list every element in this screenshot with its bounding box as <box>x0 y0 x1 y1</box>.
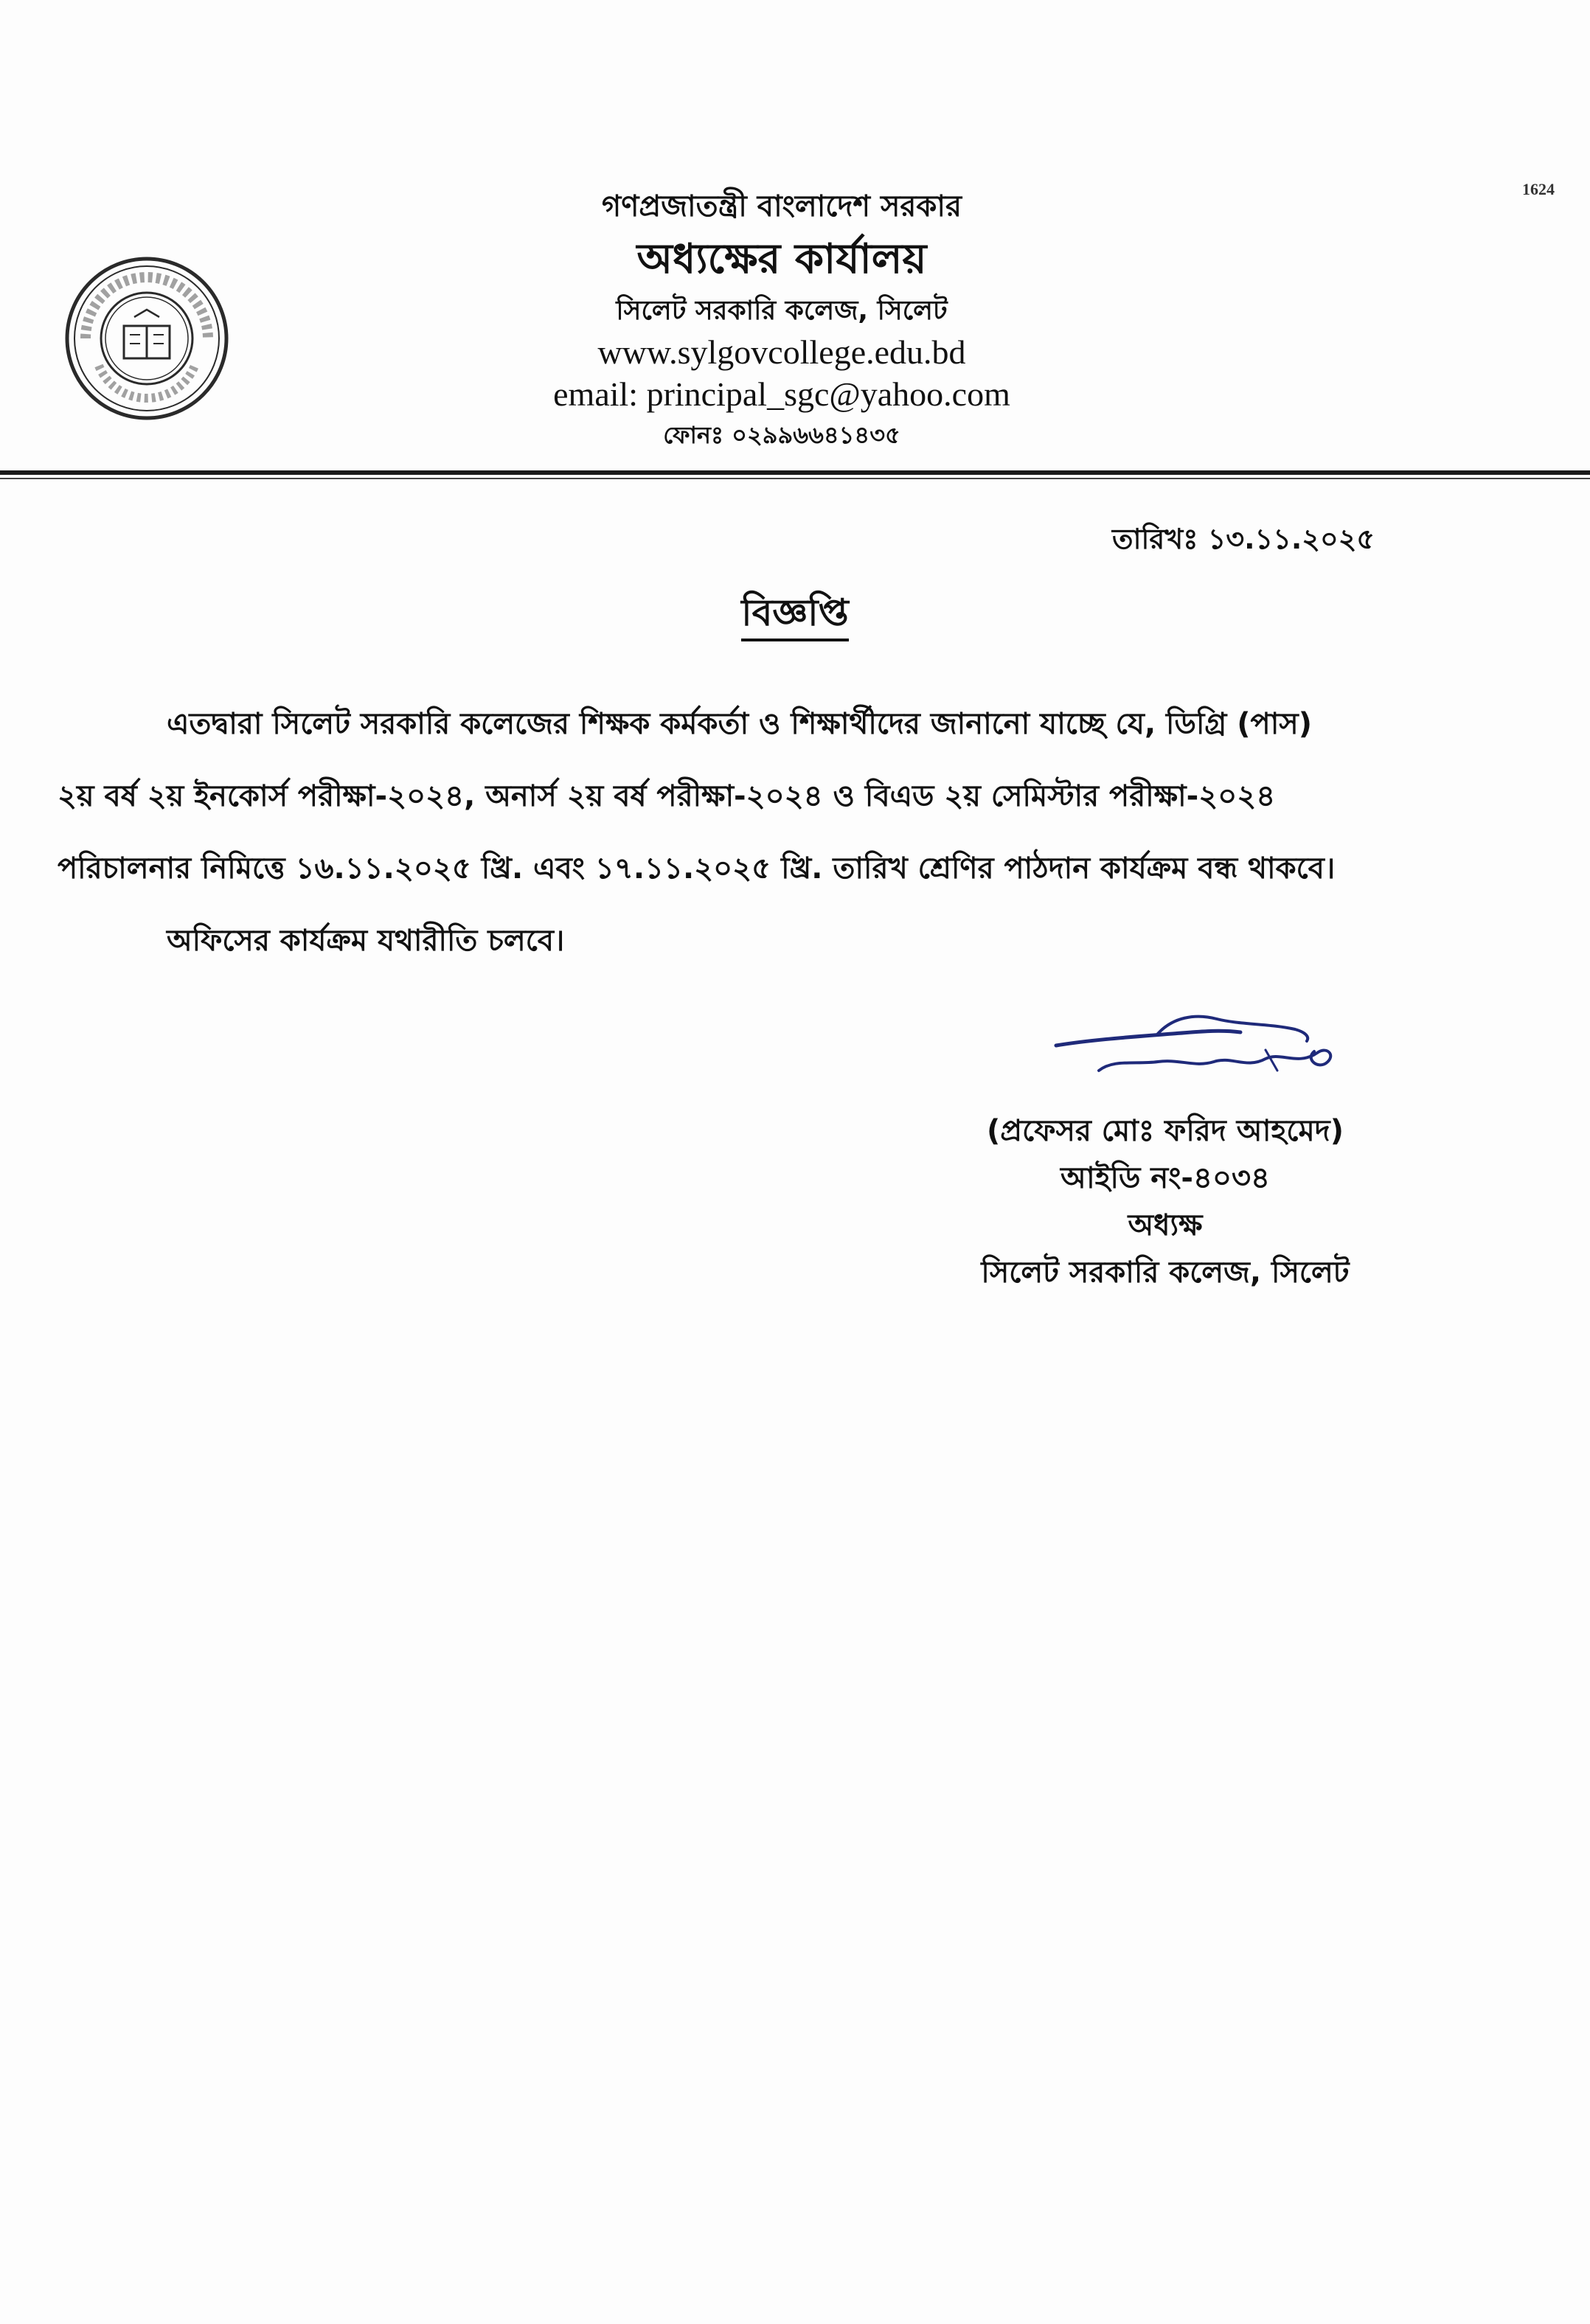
college-name: সিলেট সরকারি কলেজ, সিলেট <box>616 296 948 326</box>
signatory-block <box>914 1107 1416 1296</box>
signatory-designation: অধ্যক্ষ <box>1128 1208 1203 1242</box>
college-seal-icon <box>63 255 230 422</box>
letterhead <box>413 184 1150 454</box>
college-phone: ফোনঃ ০২৯৯৬৬৪১৪৩৫ <box>663 421 900 449</box>
header-divider <box>0 470 1590 475</box>
government-name: গণপ্রজাতন্ত্রী বাংলাদেশ সরকার <box>602 189 962 223</box>
document-number: 1624 <box>1522 180 1555 198</box>
notice-body-line-3: পরিচালনার নিমিত্তে ১৬.১১.২০২৫ খ্রি. এবং ১৭.১১.২০২৫ খ্রি. তারিখ শ্রেণির পাঠদান কার্যক্রম বন্ধ থাকবে। <box>58 852 1336 886</box>
signature-mark <box>1047 1007 1372 1096</box>
college-website: www.sylgovcollege.edu.bd <box>597 333 966 371</box>
signatory-name: (প্রফেসর মোঃ ফরিদ আহমেদ) <box>987 1114 1344 1148</box>
notice-body-line-1: এতদ্বারা সিলেট সরকারি কলেজের শিক্ষক কর্মকর্তা ও শিক্ষার্থীদের জানানো যাচ্ছে যে, ডিগ্রি (পাস) <box>167 707 1313 741</box>
notice-title-text: বিজ্ঞপ্তি <box>741 591 848 641</box>
signatory-id: আইডি নং-৪০৩৪ <box>1060 1161 1270 1195</box>
header-divider-thin <box>0 478 1590 479</box>
signatory-institution: সিলেট সরকারি কলেজ, সিলেট <box>981 1256 1350 1290</box>
notice-date: তারিখঃ ১৩.১১.২০২৫ <box>1112 523 1375 555</box>
notice-body-line-2: ২য় বর্ষ ২য় ইনকোর্স পরীক্ষা-২০২৪, অনার্স ২য় বর্ষ পরীক্ষা-২০২৪ ও বিএড ২য় সেমিস্টার পরীক্ষা-২০২৪ <box>58 779 1276 813</box>
notice-title <box>0 585 1590 647</box>
notice-body-line-4: অফিসের কার্যক্রম যথারীতি চলবে। <box>167 924 565 958</box>
office-name: অধ্যক্ষের কার্যালয় <box>636 235 927 283</box>
college-email: email: principal_sgc@yahoo.com <box>553 375 1010 413</box>
